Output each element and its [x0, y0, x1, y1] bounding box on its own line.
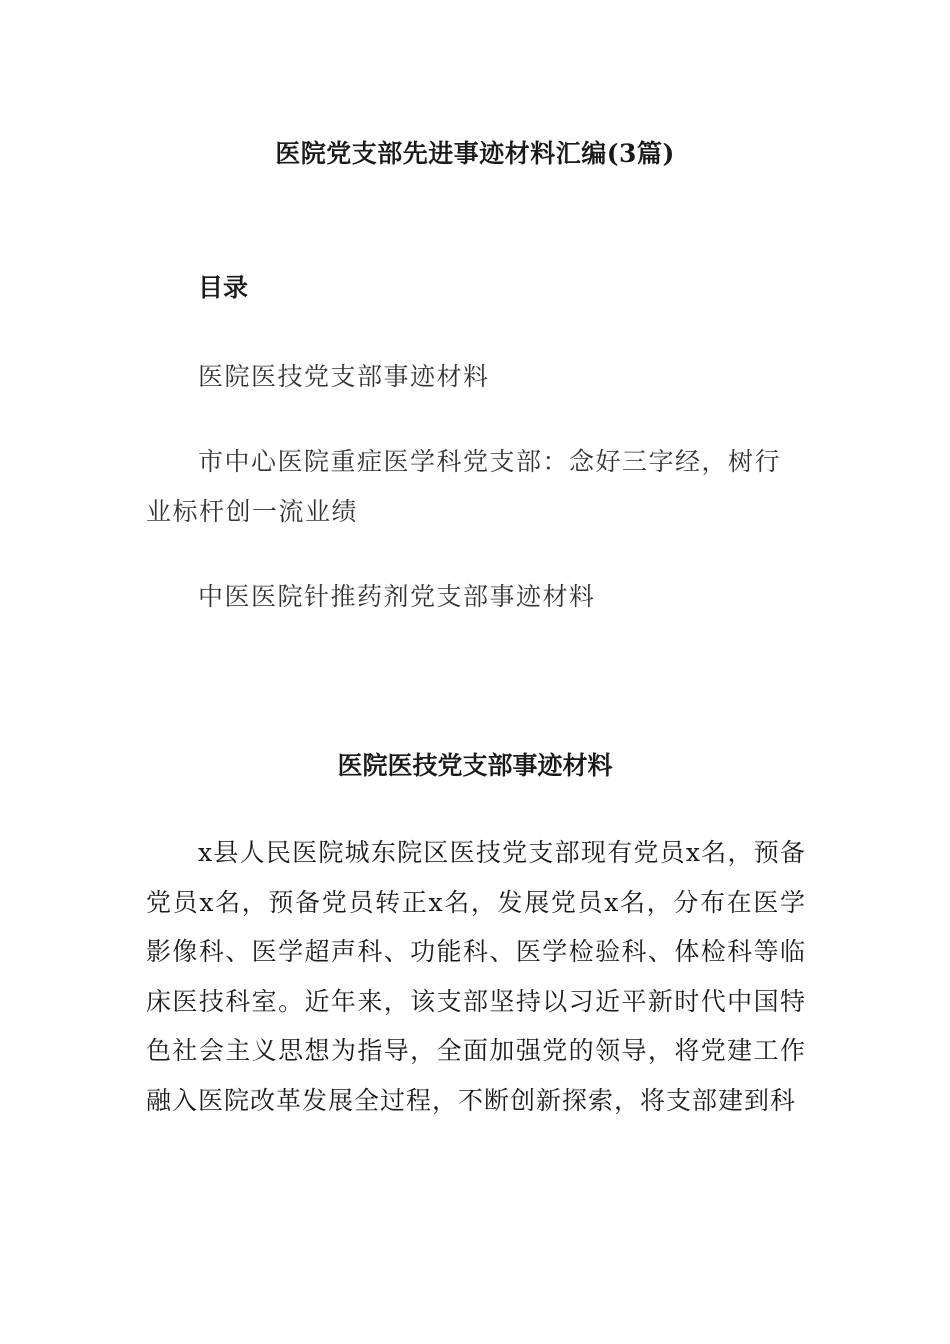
document-title: 医院党支部先进事迹材料汇编(3篇) [275, 139, 675, 168]
toc-list [146, 352, 806, 622]
toc-heading: 目录 [198, 273, 249, 302]
toc-item[interactable]: 市中心医院重症医学科党支部：念好三字经，树行业标杆创一流业绩 [146, 447, 782, 526]
body-paragraph: x县人民医院城东院区医技党支部现有党员x名，预备党员x名，预备党员转正x名，发展党员x名，分布在医学影像科、医学超声科、功能科、医学检验科、体检科等临床医技科室。近年来，该支部坚持以习近平新时代中国特色社会主义思想为指导，全面加强党的领导，将党建工作融入医院改革发展全过程，不断创新探索，将支部建到科 [146, 838, 806, 1115]
toc-item[interactable]: 中医医院针推药剂党支部事迹材料 [198, 582, 596, 611]
section-title: 医院医技党支部事迹材料 [337, 751, 613, 780]
toc-item[interactable]: 医院医技党支部事迹材料 [198, 362, 490, 391]
